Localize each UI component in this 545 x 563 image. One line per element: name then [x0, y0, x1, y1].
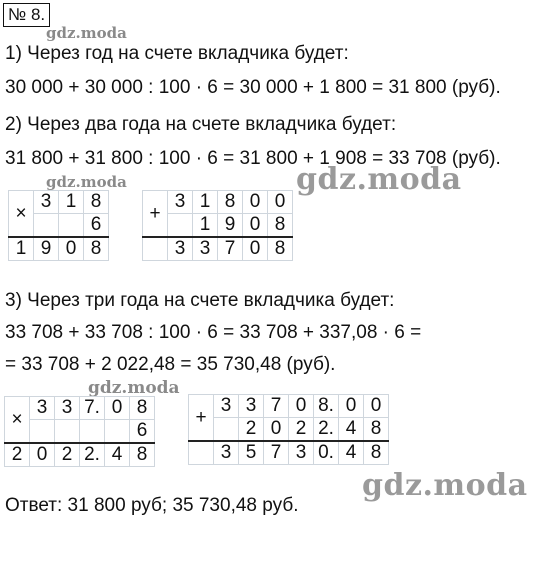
digit-cell: 3: [193, 237, 218, 261]
operator-sign: +: [143, 191, 168, 238]
digit-cell: 0.: [314, 441, 339, 465]
digit-cell: 8: [218, 191, 243, 214]
step3-equation: 33 708 + 33 708 : 100 · 6 = 33 708 + 337,08 · 6 =: [5, 322, 422, 343]
step3-equation-cont: = 33 708 + 2 022,48 = 35 730,48 (руб).: [5, 354, 336, 375]
digit-cell: 7: [264, 395, 289, 418]
digit-cell: 0: [289, 395, 314, 418]
digit-cell: 2: [5, 443, 30, 467]
step1-equation: 30 000 + 30 000 : 100 · 6 = 30 000 + 1 800 = 31 800 (руб).: [5, 77, 501, 98]
digit-cell: 9: [34, 237, 59, 261]
watermark: gdz.moda: [88, 378, 180, 398]
digit-cell: 0: [264, 418, 289, 442]
addition-31800-1908: [142, 190, 293, 261]
digit-cell: 8: [268, 237, 293, 261]
digit-cell: 2: [55, 443, 80, 467]
digit-cell: 8: [84, 191, 109, 214]
step1-heading: 1) Через год на счете вкладчика будет:: [5, 43, 349, 64]
digit-cell: 3: [55, 397, 80, 420]
digit-cell: 0: [243, 237, 268, 261]
watermark: gdz.moda: [296, 162, 462, 197]
digit-cell: 1: [193, 191, 218, 214]
step2-heading: 2) Через два года на счете вкладчика будет:: [5, 114, 397, 135]
answer-line: Ответ: 31 800 руб; 35 730,48 руб.: [5, 495, 299, 516]
operator-sign: ×: [9, 191, 34, 238]
digit-cell: [34, 214, 59, 238]
digit-cell: 1: [59, 191, 84, 214]
digit-cell: 3: [214, 441, 239, 465]
digit-cell: 8: [130, 443, 155, 467]
digit-cell: 3: [168, 191, 193, 214]
digit-cell: 1: [9, 237, 34, 261]
digit-cell: 0: [364, 395, 389, 418]
step3-heading: 3) Через три года на счете вкладчика будет:: [5, 290, 395, 311]
digit-cell: 3: [168, 237, 193, 261]
digit-cell: 8: [84, 237, 109, 261]
digit-cell: 9: [218, 214, 243, 238]
digit-cell: [143, 237, 168, 261]
digit-cell: 3: [289, 441, 314, 465]
digit-cell: 0: [268, 191, 293, 214]
problem-number-badge: № 8.: [3, 3, 50, 27]
operator-sign: +: [189, 395, 214, 442]
digit-cell: 2: [239, 418, 264, 442]
addition-33708-202248: [188, 394, 389, 465]
digit-cell: [80, 420, 105, 444]
digit-cell: 0: [59, 237, 84, 261]
digit-cell: [30, 420, 55, 444]
digit-cell: 3: [214, 395, 239, 418]
multiplication-318x6: [8, 190, 109, 261]
digit-cell: 7: [264, 441, 289, 465]
digit-cell: 0: [339, 395, 364, 418]
digit-cell: 7.: [80, 397, 105, 420]
digit-cell: 8: [364, 418, 389, 442]
digit-cell: [168, 214, 193, 238]
digit-cell: 0: [243, 191, 268, 214]
digit-cell: 3: [30, 397, 55, 420]
digit-cell: 0: [30, 443, 55, 467]
digit-cell: 7: [218, 237, 243, 261]
watermark: gdz.moda: [46, 24, 127, 42]
digit-cell: 5: [239, 441, 264, 465]
digit-cell: 8: [268, 214, 293, 238]
digit-cell: 3: [34, 191, 59, 214]
digit-cell: 8: [364, 441, 389, 465]
digit-cell: 6: [84, 214, 109, 238]
digit-cell: 2.: [80, 443, 105, 467]
digit-cell: 8.: [314, 395, 339, 418]
digit-cell: 0: [243, 214, 268, 238]
digit-cell: 1: [193, 214, 218, 238]
digit-cell: [214, 418, 239, 442]
digit-cell: 3: [239, 395, 264, 418]
digit-cell: 2: [289, 418, 314, 442]
watermark: gdz.moda: [46, 173, 127, 191]
digit-cell: [105, 420, 130, 444]
operator-sign: ×: [5, 397, 30, 444]
digit-cell: 2.: [314, 418, 339, 442]
digit-cell: 4: [339, 441, 364, 465]
digit-cell: [55, 420, 80, 444]
digit-cell: 4: [105, 443, 130, 467]
digit-cell: 4: [339, 418, 364, 442]
digit-cell: 8: [130, 397, 155, 420]
digit-cell: [59, 214, 84, 238]
multiplication-33708x6: [4, 396, 155, 467]
digit-cell: [189, 441, 214, 465]
digit-cell: 0: [105, 397, 130, 420]
digit-cell: 6: [130, 420, 155, 444]
step2-equation: 31 800 + 31 800 : 100 · 6 = 31 800 + 1 908 = 33 708 (руб).: [5, 148, 501, 169]
watermark: gdz.moda: [362, 468, 528, 503]
